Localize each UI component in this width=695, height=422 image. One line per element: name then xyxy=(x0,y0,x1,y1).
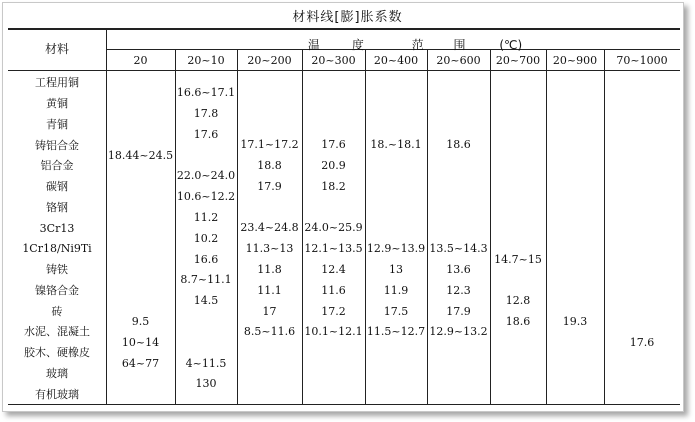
value-cell: 11.6 xyxy=(321,284,346,297)
header-temperature-range xyxy=(308,36,522,53)
value-cell: 16.6~17.1 xyxy=(176,86,236,99)
value-cell: 11.3~13 xyxy=(245,242,294,255)
value-cell: 18.~18.1 xyxy=(370,138,422,151)
value-cell: 10.1~12.1 xyxy=(304,325,363,338)
value-cell: 4~11.5 xyxy=(185,357,227,370)
material-name: 玻璃 xyxy=(46,367,68,380)
header-temp-word-2: 度 xyxy=(351,38,364,52)
material-name: 砖 xyxy=(51,305,63,318)
table-title: 材料线[膨]胀系数 xyxy=(292,10,403,25)
value-cell: 18.8 xyxy=(257,159,282,172)
rule-range-header xyxy=(8,70,680,71)
rule-col-6 xyxy=(490,49,491,404)
material-name: 铬钢 xyxy=(46,201,68,214)
header-temp-word-4: 围 xyxy=(453,38,466,52)
value-cell: 64~77 xyxy=(121,357,160,370)
value-cell: 17.6 xyxy=(629,336,655,349)
value-cell: 14.7~15 xyxy=(494,253,542,266)
value-cell: 8.7~11.1 xyxy=(180,273,232,286)
value-cell: 16.6 xyxy=(193,253,219,266)
value-cell: 12.9~13.9 xyxy=(366,242,426,255)
material-name: 工程用铜 xyxy=(35,76,79,89)
value-cell: 22.0~24.0 xyxy=(176,169,236,182)
value-cell: 19.3 xyxy=(562,315,588,328)
value-cell: 14.5 xyxy=(193,294,219,307)
value-cell: 9.5 xyxy=(131,315,150,328)
value-cell: 11.2 xyxy=(193,211,219,224)
range-header: 20~10 xyxy=(187,54,225,67)
material-name: 胶木、硬橡皮 xyxy=(24,346,90,359)
range-header: 20~400 xyxy=(373,54,419,67)
value-cell: 13 xyxy=(389,263,403,276)
value-cell: 24.0~25.9 xyxy=(304,221,363,234)
material-name: 3Cr13 xyxy=(39,222,75,235)
value-cell: 17.2 xyxy=(321,305,346,318)
value-cell: 11.9 xyxy=(383,284,409,297)
value-cell: 18.2 xyxy=(321,180,346,193)
value-cell: 17.5 xyxy=(383,305,409,318)
header-material: 材料 xyxy=(44,42,69,56)
rule-col-5 xyxy=(427,49,428,404)
header-temp-word-3: 范 xyxy=(411,38,424,52)
value-cell: 23.4~24.8 xyxy=(240,221,299,234)
range-header: 20~200 xyxy=(247,54,292,67)
value-cell: 17.6 xyxy=(321,138,346,151)
range-header: 70~1000 xyxy=(616,54,668,67)
value-cell: 17 xyxy=(262,305,277,318)
rule-col-1 xyxy=(175,49,176,404)
material-name: 水泥、混凝土 xyxy=(24,325,90,338)
material-name: 碳钢 xyxy=(46,180,68,193)
value-cell: 18.44~24.5 xyxy=(107,149,174,162)
header-temp-unit: (℃) xyxy=(499,38,523,52)
value-cell: 10~14 xyxy=(121,336,160,349)
value-cell: 130 xyxy=(195,377,217,390)
material-name: 黄铜 xyxy=(46,97,68,110)
range-header: 20~300 xyxy=(311,54,356,67)
range-header: 20~600 xyxy=(436,54,481,67)
value-cell: 12.3 xyxy=(446,284,471,297)
value-cell: 17.6 xyxy=(193,128,219,141)
rule-col-8 xyxy=(604,49,605,404)
value-cell: 10.2 xyxy=(193,232,219,245)
range-header: 20 xyxy=(133,54,148,67)
rule-col-4 xyxy=(365,49,366,404)
value-cell: 13.6 xyxy=(446,263,471,276)
header-temp-word-1: 温 xyxy=(308,38,321,52)
value-cell: 10.6~12.2 xyxy=(176,190,236,203)
value-cell: 17.9 xyxy=(446,305,471,318)
value-cell: 17.8 xyxy=(193,107,219,120)
value-cell: 12.9~13.2 xyxy=(429,325,488,338)
rule-col-7 xyxy=(546,49,547,404)
range-header: 20~700 xyxy=(495,54,541,67)
value-cell: 12.8 xyxy=(505,294,531,307)
value-cell: 11.1 xyxy=(257,284,282,297)
material-name: 镍铬合金 xyxy=(35,284,79,297)
value-cell: 11.5~12.7 xyxy=(366,325,426,338)
material-name: 有机玻璃 xyxy=(35,388,79,401)
range-header: 20~900 xyxy=(552,54,598,67)
rule-bottom xyxy=(8,404,680,405)
value-cell: 20.9 xyxy=(321,159,346,172)
rule-top xyxy=(8,28,680,30)
value-cell: 18.6 xyxy=(505,315,531,328)
value-cell: 18.6 xyxy=(446,138,471,151)
value-cell: 17.9 xyxy=(257,180,282,193)
value-cell: 11.8 xyxy=(257,263,282,276)
material-name: 铸铁 xyxy=(46,263,68,276)
value-cell: 12.1~13.5 xyxy=(304,242,363,255)
value-cell: 12.4 xyxy=(321,263,346,276)
material-name: 1Cr18/Ni9Ti xyxy=(22,242,92,255)
value-cell: 17.1~17.2 xyxy=(240,138,299,151)
material-name: 铸铝合金 xyxy=(35,139,79,152)
material-name: 青铜 xyxy=(46,118,68,131)
material-name: 铝合金 xyxy=(40,159,74,172)
value-cell: 8.5~11.6 xyxy=(243,325,296,338)
value-cell: 13.5~14.3 xyxy=(429,242,488,255)
